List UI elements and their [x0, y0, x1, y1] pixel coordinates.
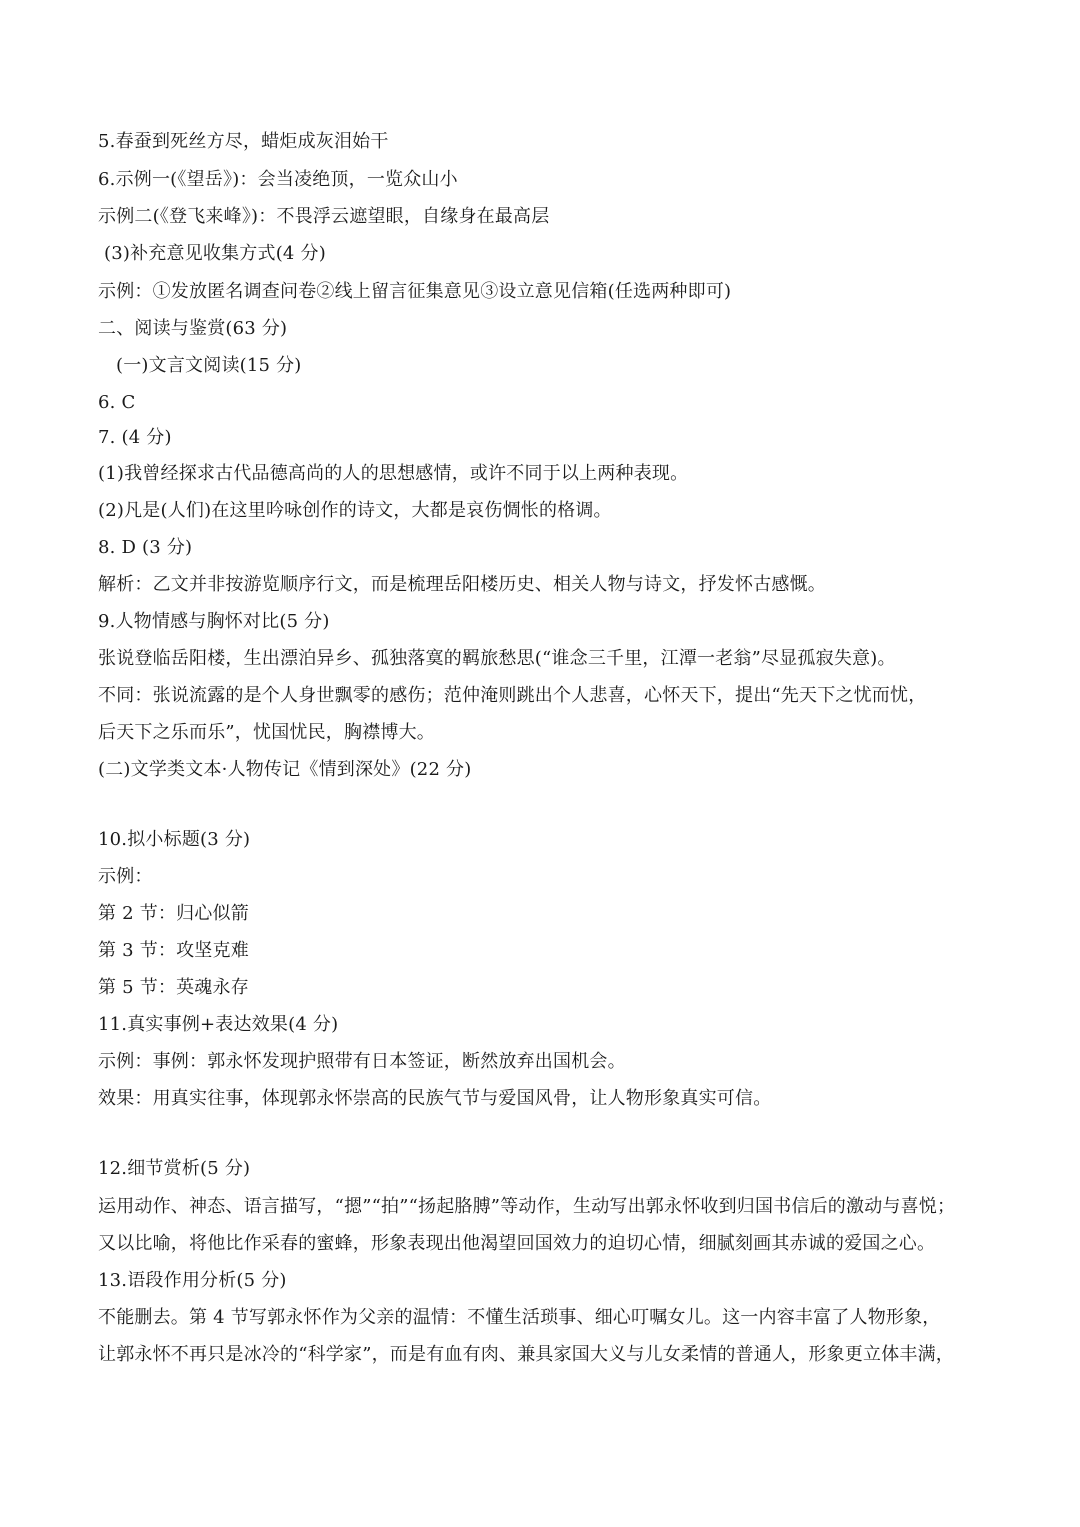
answer-line: 张说登临岳阳楼，生出漂泊异乡、孤独落寞的羁旅愁思(“谁念三千里，江潭一老翁”尽显孤寂失意)。 — [98, 648, 896, 669]
section-heading: 二、阅读与鉴赏(63 分) — [98, 318, 288, 339]
answer-line: 6. C — [98, 392, 136, 413]
answer-line: 运用动作、神态、语言描写，“摁”“拍”“扬起胳膊”等动作，生动写出郭永怀收到归国书信后的激动与喜悦； — [98, 1196, 956, 1217]
answer-line: 让郭永怀不再只是冰冷的“科学家”，而是有血有肉、兼具家国大义与儿女柔情的普通人，形象更立体丰满， — [98, 1344, 954, 1365]
answer-line: 效果：用真实往事，体现郭永怀崇高的民族气节与爱国风骨，让人物形象真实可信。 — [98, 1088, 772, 1109]
answer-line: (1)我曾经探求古代品德高尚的人的思想感情，或许不同于以上两种表现。 — [98, 463, 689, 484]
question-heading: 10.拟小标题(3 分) — [98, 829, 251, 850]
answer-line: 示例二(《登飞来峰》)：不畏浮云遮望眼，自缘身在最高层 — [98, 206, 550, 227]
answer-line: 第 2 节：归心似箭 — [98, 903, 249, 924]
answer-line: 不能删去。第 4 节写郭永怀作为父亲的温情：不懂生活琐事、细心叮嘱女儿。这一内容丰富了人物形象， — [98, 1307, 941, 1328]
answer-line: 示例：事例：郭永怀发现护照带有日本签证，断然放弃出国机会。 — [98, 1051, 626, 1072]
answer-line: 又以比喻，将他比作采春的蜜蜂，形象表现出他渴望回国效力的迫切心情，细腻刻画其赤诚的爱国之心。 — [98, 1233, 936, 1254]
answer-line: (2)凡是(人们)在这里吟咏创作的诗文，大都是哀伤惆怅的格调。 — [98, 500, 612, 521]
question-heading: 7. (4 分) — [98, 427, 172, 448]
answer-line: 解析：乙文并非按游览顺序行文，而是梳理岳阳楼历史、相关人物与诗文，抒发怀古感慨。 — [98, 574, 826, 595]
answer-line: 5.春蚕到死丝方尽，蜡炬成灰泪始干 — [98, 131, 389, 152]
sub-section-heading: (一)文言文阅读(15 分) — [116, 355, 302, 376]
answer-line: 后天下之乐而乐”，忧国忧民，胸襟博大。 — [98, 722, 436, 743]
question-heading: 9.人物情感与胸怀对比(5 分) — [98, 611, 330, 632]
answer-line: 第 5 节：英魂永存 — [98, 977, 249, 998]
answer-line: 示例：①发放匿名调查问卷②线上留言征集意见③设立意见信箱(任选两种即可) — [98, 281, 732, 302]
question-heading: 11.真实事例+表达效果(4 分) — [98, 1014, 339, 1035]
question-heading: 8. D (3 分) — [98, 537, 193, 558]
sub-section-heading: (二)文学类文本·人物传记《情到深处》(22 分) — [98, 759, 472, 780]
answer-line: 示例： — [98, 866, 153, 887]
question-heading: 13.语段作用分析(5 分) — [98, 1270, 287, 1291]
answer-line: 第 3 节：攻坚克难 — [98, 940, 249, 961]
question-heading: 12.细节赏析(5 分) — [98, 1158, 251, 1179]
sub-question-heading: (3)补充意见收集方式(4 分) — [104, 243, 326, 264]
answer-line: 不同：张说流露的是个人身世飘零的感伤；范仲淹则跳出个人悲喜，心怀天下，提出“先天下之忧而忧， — [98, 685, 927, 706]
answer-line: 6.示例一(《望岳》)：会当凌绝顶，一览众山小 — [98, 169, 458, 190]
